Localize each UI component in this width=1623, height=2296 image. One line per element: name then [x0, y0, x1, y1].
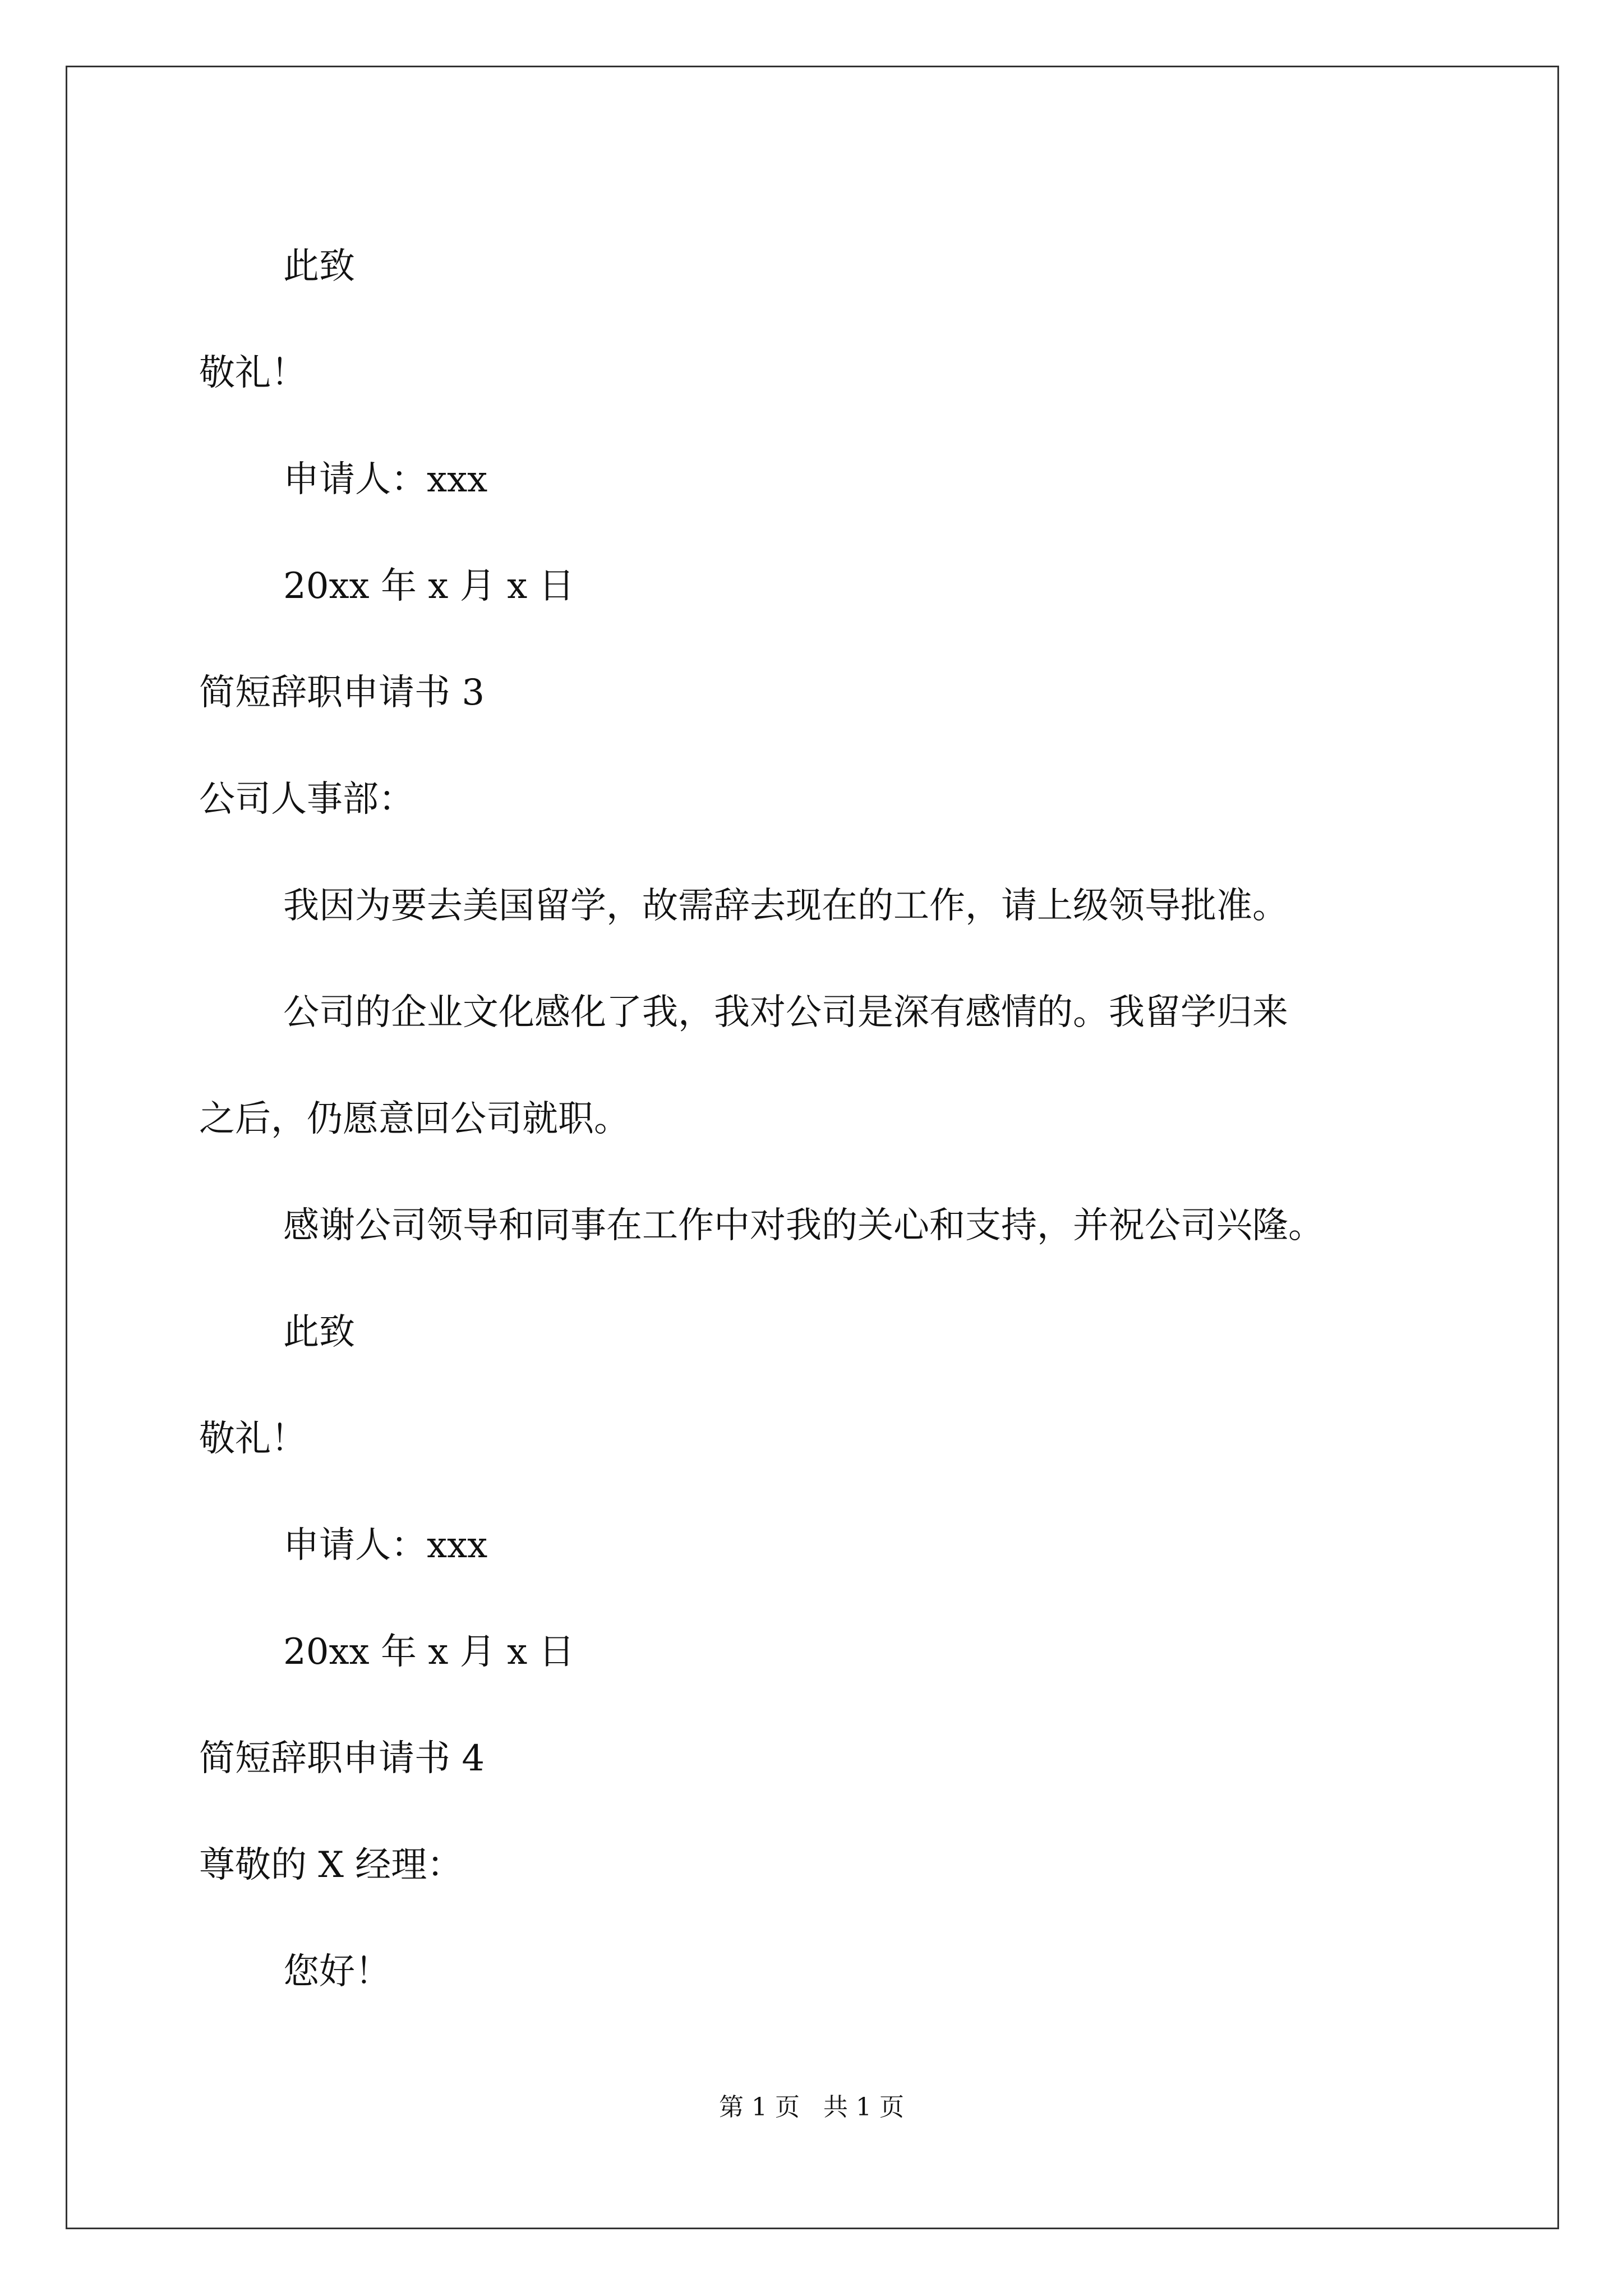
closing-regards: 敬礼！: [199, 352, 307, 394]
applicant-signature: 申请人：xxx: [283, 1525, 488, 1566]
signature-date: 20xx 年 x 月 x 日: [283, 1631, 575, 1673]
applicant-signature: 申请人：xxx: [283, 459, 488, 500]
section-title: 简短辞职申请书 4: [199, 1738, 485, 1779]
addressee: 公司人事部：: [199, 779, 414, 820]
addressee: 尊敬的 X 经理：: [199, 1844, 463, 1886]
closing-salutation: 此致: [283, 246, 355, 287]
greeting: 您好！: [283, 1951, 391, 1993]
signature-date: 20xx 年 x 月 x 日: [283, 565, 575, 607]
section-title: 简短辞职申请书 3: [199, 672, 485, 714]
closing-regards: 敬礼！: [199, 1418, 307, 1460]
body-paragraph: 我因为要去美国留学，故需辞去现在的工作，请上级领导批准。: [283, 885, 1288, 927]
closing-salutation: 此致: [283, 1312, 355, 1353]
body-paragraph-continued: 之后，仍愿意回公司就职。: [199, 1098, 630, 1140]
body-paragraph: 公司的企业文化感化了我，我对公司是深有感情的。我留学归来: [283, 992, 1288, 1033]
body-paragraph: 感谢公司领导和同事在工作中对我的关心和支持，并祝公司兴隆。: [283, 1205, 1324, 1246]
document-body: [199, 213, 1489, 2025]
page-footer: 第 1 页 共 1 页: [719, 2093, 904, 2122]
